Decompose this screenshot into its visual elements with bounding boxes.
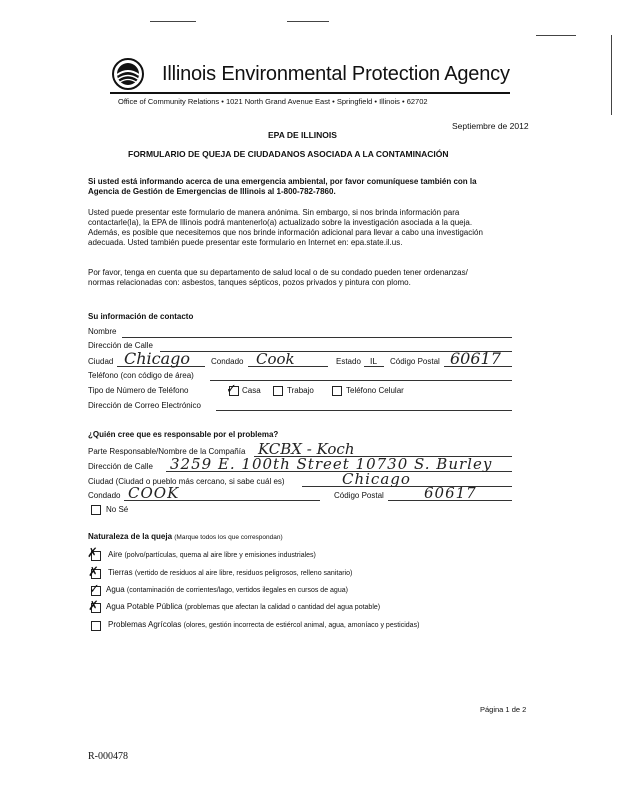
phone-label: Teléfono (con código de área)	[88, 371, 194, 380]
phone-field[interactable]	[210, 380, 512, 381]
work-option-label: Trabajo	[287, 386, 314, 395]
complaint-label: Agua	[106, 585, 125, 594]
resp-zip-value: 60617	[424, 484, 477, 502]
emergency-note: Agencia de Gestión de Emergencias de Illinois al 1-800-782-7860.	[88, 187, 336, 196]
state-label: Estado	[336, 357, 361, 366]
state-field[interactable]	[364, 366, 384, 367]
agency-logo	[112, 58, 144, 90]
resp-zip-label: Código Postal	[334, 491, 384, 500]
complaint-desc: (polvo/partículas, quema al aire libre y emisiones industriales)	[124, 552, 316, 559]
state-value: IL	[370, 356, 378, 366]
scan-mark	[150, 21, 196, 22]
form-title: EPA DE ILLINOIS	[268, 130, 337, 140]
complaint-drinking-water	[106, 602, 380, 613]
contact-heading: Su información de contacto	[88, 312, 194, 321]
scan-mark	[611, 35, 612, 115]
phone-type-label: Tipo de Número de Teléfono	[88, 386, 189, 395]
home-check-mark: ✓	[226, 382, 237, 397]
form-date: Septiembre de 2012	[452, 121, 529, 131]
party-value: KCBX - Koch	[258, 440, 355, 458]
city-label: Ciudad	[88, 357, 114, 366]
nature-heading-text: Naturaleza de la queja	[88, 532, 173, 541]
work-checkbox[interactable]	[273, 386, 283, 396]
agency-name: Illinois Environmental Protection Agency	[162, 63, 510, 85]
zip-label: Código Postal	[390, 357, 440, 366]
document-id: R-000478	[88, 751, 128, 762]
resp-street-value: 3259 E. 100th Street 10730 S. Burley	[170, 455, 493, 473]
water-check-mark: ✓	[89, 582, 100, 597]
resp-city-label: Ciudad (Ciudad o pueblo más cercano, si sabe cuál es)	[88, 477, 285, 486]
party-label: Parte Responsable/Nombre de la Compañía	[88, 447, 246, 456]
form-subtitle: FORMULARIO DE QUEJA DE CIUDADANOS ASOCIADA A LA CONTAMINACIÓN	[128, 149, 449, 159]
air-check-mark: ✗	[87, 546, 98, 561]
header-rule	[110, 92, 510, 94]
nature-heading	[88, 532, 283, 543]
city-value: Chicago	[124, 349, 191, 368]
county-value: Cook	[256, 350, 295, 368]
resp-city-value: Chicago	[342, 470, 411, 488]
scan-mark	[536, 35, 576, 36]
zip-value: 60617	[450, 349, 501, 368]
agriculture-checkbox[interactable]	[91, 621, 101, 631]
complaint-water	[106, 585, 348, 596]
complaint-land	[108, 568, 352, 579]
name-label: Nombre	[88, 327, 117, 336]
complaint-agriculture	[108, 620, 419, 631]
agency-address: Office of Community Relations • 1021 North Grand Avenue East • Springfield • Illinois • 62702	[118, 97, 428, 106]
anonymous-note: adecuada. Usted también puede presentar este formulario en Internet en: epa.state.il.us.	[88, 238, 403, 247]
home-option-label: Casa	[242, 386, 261, 395]
resp-county-label: Condado	[88, 491, 121, 500]
complaint-desc: (problemas que afectan la calidad o cantidad del agua potable)	[184, 604, 381, 611]
anonymous-note: Usted puede presentar este formulario de manera anónima. Sin embargo, si nos brinda información para	[88, 208, 460, 217]
complaint-desc: (olores, gestión incorrecta de estiércol animal, agua, amoníaco y pesticidas)	[183, 622, 420, 629]
drinking-water-check-mark: ✗	[88, 599, 99, 614]
anonymous-note: contactarle(la), la EPA de Illinois podrá mantenerlo(a) actualizado sobre la investigación asociada a la queja.	[88, 218, 473, 227]
complaint-label: Aire	[108, 550, 123, 559]
complaint-desc: (vertido de residuos al aire libre, residuos peligrosos, relleno sanitario)	[134, 570, 353, 577]
email-field[interactable]	[216, 410, 512, 411]
name-field[interactable]	[122, 337, 512, 338]
email-label: Dirección de Correo Electrónico	[88, 401, 201, 410]
unknown-label: No Sé	[106, 505, 129, 514]
resp-street-label: Dirección de Calle	[88, 462, 153, 471]
county-label: Condado	[211, 357, 244, 366]
page-number: Página 1 de 2	[480, 705, 527, 714]
complaint-label: Problemas Agrícolas	[108, 620, 182, 629]
street-label: Dirección de Calle	[88, 341, 153, 350]
resp-county-value: COOK	[128, 484, 180, 502]
nature-heading-note: (Marque todos los que correspondan)	[174, 534, 283, 541]
complaint-label: Agua Potable Pública	[106, 602, 183, 611]
cell-option-label: Teléfono Celular	[346, 386, 404, 395]
local-ordinances-note: normas relacionadas con: asbestos, tanques sépticos, pozos privados y pintura con plomo.	[88, 278, 411, 287]
cell-checkbox[interactable]	[332, 386, 342, 396]
scan-mark	[287, 21, 329, 22]
local-ordinances-note: Por favor, tenga en cuenta que su departamento de salud local o de su condado pueden tener ordenanzas/	[88, 268, 468, 277]
responsible-heading: ¿Quién cree que es responsable por el problema?	[88, 430, 279, 439]
unknown-checkbox[interactable]	[91, 505, 101, 515]
land-check-mark: ✗	[88, 565, 99, 580]
emergency-note: Si usted está informando acerca de una emergencia ambiental, por favor comuníquese también con la	[88, 177, 477, 186]
complaint-air	[108, 550, 316, 561]
complaint-label: Tierras	[108, 568, 133, 577]
complaint-desc: (contaminación de corrientes/lago, vertidos ilegales en cursos de agua)	[126, 587, 348, 594]
anonymous-note: Además, es posible que necesitemos que nos brinde información adicional para llevar a cabo una investigación	[88, 228, 483, 237]
